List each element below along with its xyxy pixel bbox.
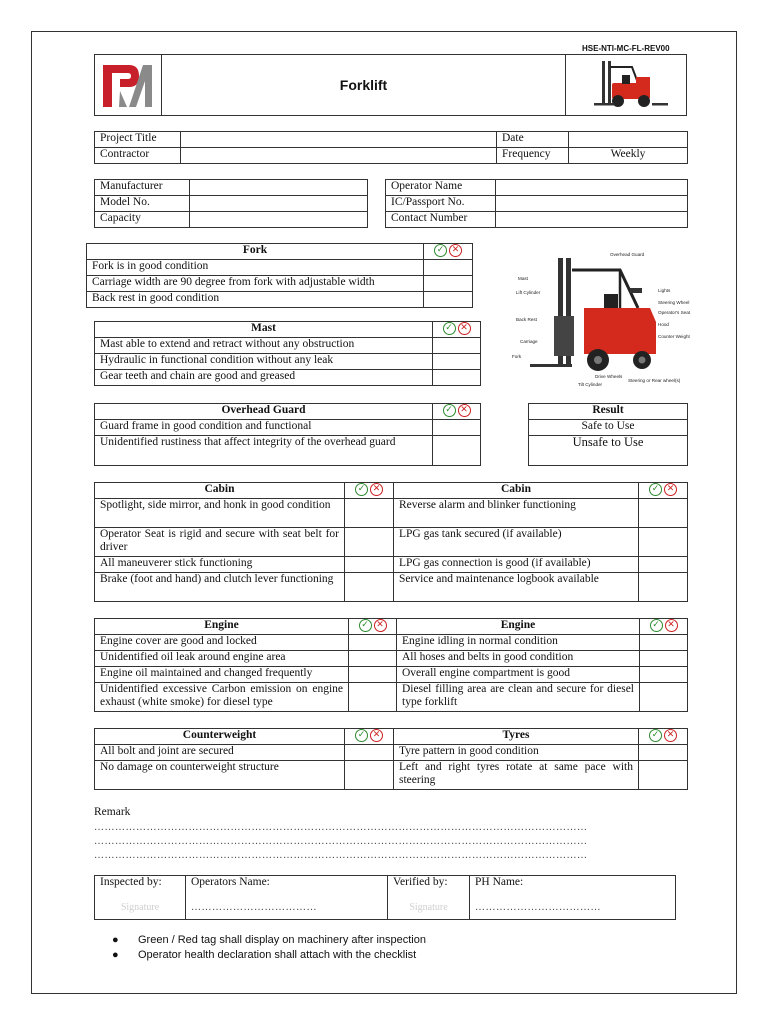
bullet-icon: ● [112, 949, 119, 961]
signature-table [94, 875, 676, 920]
operator-name-label: Operator Name [386, 180, 496, 196]
check-cell[interactable] [433, 420, 481, 436]
check-cell[interactable] [349, 683, 397, 712]
ph-name-label: PH Name: [475, 876, 524, 888]
remark-line[interactable]: …………………………………………………………………………………………………………………………… [94, 850, 588, 861]
signature-placeholder: Signature [409, 902, 448, 913]
checklist-item: Spotlight, side mirror, and honk in good condition [95, 499, 345, 528]
checklist-item: Operator Seat is rigid and secure with seat belt for driver [95, 528, 345, 557]
remark-label: Remark [94, 806, 131, 818]
checklist-item: LPG gas connection is good (if available) [394, 557, 639, 573]
check-cell[interactable] [640, 667, 688, 683]
fork-table [86, 243, 473, 308]
engine-table [94, 618, 688, 712]
mast-title: Mast [95, 322, 433, 338]
checklist-item: Back rest in good condition [87, 292, 424, 308]
ph-name-cell[interactable] [470, 876, 676, 920]
manufacturer-label: Manufacturer [95, 180, 190, 196]
tyres-title: Tyres [394, 729, 639, 745]
result-safe[interactable]: Safe to Use [529, 420, 688, 436]
check-icons [349, 619, 397, 635]
project-title-label: Project Title [95, 132, 181, 148]
ic-label: IC/Passport No. [386, 196, 496, 212]
operator-info-table [385, 179, 688, 228]
check-icons [640, 619, 688, 635]
check-cell[interactable] [349, 667, 397, 683]
diagram-label: Steering or Rear wheel(s) [628, 378, 681, 383]
cabin-table [94, 482, 688, 602]
check-cell[interactable] [639, 761, 688, 790]
checklist-item: Unidentified rustiness that affect integrity of the overhead guard [95, 436, 433, 466]
check-cell[interactable] [433, 436, 481, 466]
checklist-item: Unidentified oil leak around engine area [95, 651, 349, 667]
diagram-label: Overhead Guard [610, 252, 645, 257]
diagram-label: Counter Weight [658, 334, 690, 339]
verified-by-label: Verified by: [393, 876, 448, 888]
check-icon: ✓ [649, 729, 662, 742]
capacity-label: Capacity [95, 212, 190, 228]
contractor-label: Contractor [95, 148, 181, 164]
checklist-item: All hoses and belts in good condition [397, 651, 640, 667]
check-icons [424, 244, 473, 260]
operators-name-cell[interactable] [186, 876, 388, 920]
check-icon: ✓ [650, 619, 663, 632]
checklist-item: Guard frame in good condition and functional [95, 420, 433, 436]
notes-list [112, 934, 426, 964]
check-cell[interactable] [345, 557, 394, 573]
check-cell[interactable] [424, 292, 473, 308]
checklist-item: Engine oil maintained and changed frequently [95, 667, 349, 683]
checklist-item: Reverse alarm and blinker functioning [394, 499, 639, 528]
check-icon: ✓ [355, 483, 368, 496]
diagram-label: Fork [512, 354, 522, 359]
check-cell[interactable] [349, 635, 397, 651]
check-cell[interactable] [345, 499, 394, 528]
diagram-label: Tilt Cylinder [578, 382, 603, 387]
diagram-label: Carriage [520, 339, 538, 344]
checklist-item: No damage on counterweight structure [95, 761, 345, 790]
check-cell[interactable] [433, 370, 481, 386]
checklist-item: Gear teeth and chain are good and greased [95, 370, 433, 386]
checklist-item: Carriage width are 90 degree from fork with adjustable width [87, 276, 424, 292]
check-cell[interactable] [345, 528, 394, 557]
check-icons [433, 404, 481, 420]
check-cell[interactable] [424, 276, 473, 292]
check-icons [639, 483, 688, 499]
inspected-by-label: Inspected by: [100, 876, 162, 888]
operators-name-label: Operators Name: [191, 876, 270, 888]
checklist-item: Mast able to extend and retract without any obstruction [95, 338, 433, 354]
signature-placeholder: Signature [120, 902, 160, 913]
cross-icon: ✕ [664, 729, 677, 742]
checklist-item: Engine cover are good and locked [95, 635, 349, 651]
check-cell[interactable] [639, 557, 688, 573]
check-icon: ✓ [443, 404, 456, 417]
check-cell[interactable] [640, 635, 688, 651]
cross-icon: ✕ [664, 483, 677, 496]
checklist-item: LPG gas tank secured (if available) [394, 528, 639, 557]
fork-title: Fork [87, 244, 424, 260]
overhead-guard-table [94, 403, 481, 466]
header [94, 54, 687, 116]
cross-icon: ✕ [458, 404, 471, 417]
page-title: Forklift [162, 55, 566, 115]
check-icons [345, 729, 394, 745]
manufacturer-field[interactable] [190, 180, 368, 196]
cross-icon: ✕ [458, 322, 471, 335]
diagram-label: Drive Wheels [595, 374, 623, 379]
engine-title: Engine [397, 619, 640, 635]
check-icon: ✓ [355, 729, 368, 742]
diagram-label: Lift Cylinder [516, 290, 541, 295]
ic-field[interactable] [496, 196, 688, 212]
engine-title: Engine [95, 619, 349, 635]
check-cell[interactable] [639, 745, 688, 761]
check-cell[interactable] [639, 499, 688, 528]
checklist-item: Unidentified excessive Carbon emission on engine exhaust (white smoke) for diesel type [95, 683, 349, 712]
check-cell[interactable] [345, 573, 394, 602]
mast-table [94, 321, 481, 386]
cross-icon: ✕ [665, 619, 678, 632]
checklist-item: Overall engine compartment is good [397, 667, 640, 683]
project-info-table [94, 131, 688, 164]
frequency-value: Weekly [569, 148, 688, 164]
name-dotted-line: ……………………………… [475, 902, 601, 913]
checklist-item: Tyre pattern in good condition [394, 745, 639, 761]
date-field[interactable] [569, 132, 688, 148]
contact-label: Contact Number [386, 212, 496, 228]
bullet-icon: ● [112, 934, 119, 946]
checklist-item: All maneuverer stick functioning [95, 557, 345, 573]
check-icon: ✓ [649, 483, 662, 496]
checklist-item: Hydraulic in functional condition without any leak [95, 354, 433, 370]
capacity-field[interactable] [190, 212, 368, 228]
checklist-item: Brake (foot and hand) and clutch lever functioning [95, 573, 345, 602]
operator-name-field[interactable] [496, 180, 688, 196]
result-title: Result [529, 404, 688, 420]
check-cell[interactable] [639, 573, 688, 602]
diagram-label: Operator's Seat [658, 310, 691, 315]
check-cell[interactable] [349, 651, 397, 667]
diagram-label: Lights [658, 288, 671, 293]
check-cell[interactable] [345, 761, 394, 790]
forklift-photo [566, 55, 686, 115]
frequency-label: Frequency [497, 148, 569, 164]
checklist-item: Engine idling in normal condition [397, 635, 640, 651]
check-icon: ✓ [359, 619, 372, 632]
date-label: Date [497, 132, 569, 148]
cabin-title: Cabin [95, 483, 345, 499]
cross-icon: ✕ [370, 729, 383, 742]
checklist-item: Left and right tyres rotate at same pace with steering [394, 761, 639, 790]
check-cell[interactable] [639, 528, 688, 557]
check-icons [639, 729, 688, 745]
remark-line[interactable]: …………………………………………………………………………………………………………………………… [94, 822, 588, 833]
checklist-item: Diesel filling area are clean and secure for diesel type forklift [397, 683, 640, 712]
check-icon: ✓ [434, 244, 447, 257]
diagram-label: Steering Wheel [658, 300, 690, 305]
cross-icon: ✕ [449, 244, 462, 257]
verified-by-cell[interactable] [388, 876, 470, 920]
cabin-title: Cabin [394, 483, 639, 499]
note-item: ● Operator health declaration shall attach with the checklist [112, 949, 417, 961]
checklist-item: Fork is in good condition [87, 260, 424, 276]
model-label: Model No. [95, 196, 190, 212]
contractor-field[interactable] [181, 148, 497, 164]
model-field[interactable] [190, 196, 368, 212]
contact-field[interactable] [496, 212, 688, 228]
check-cell[interactable] [433, 354, 481, 370]
project-title-field[interactable] [181, 132, 497, 148]
diagram-label: Hood [658, 322, 669, 327]
checklist-item: All bolt and joint are secured [95, 745, 345, 761]
name-dotted-line: ……………………………… [191, 902, 317, 913]
inspected-by-cell[interactable] [95, 876, 186, 920]
cross-icon: ✕ [370, 483, 383, 496]
remark-line[interactable]: …………………………………………………………………………………………………………………………… [94, 836, 588, 847]
check-icons [433, 322, 481, 338]
check-cell[interactable] [640, 651, 688, 667]
company-logo [95, 55, 162, 115]
diagram-label: Back Rest [516, 317, 537, 322]
diagram-label: Mast [518, 276, 528, 281]
cross-icon: ✕ [374, 619, 387, 632]
machine-info-table [94, 179, 368, 228]
check-icons [345, 483, 394, 499]
counterweight-title: Counterweight [95, 729, 345, 745]
check-cell[interactable] [433, 338, 481, 354]
result-table [528, 403, 688, 466]
note-item: ● Green / Red tag shall display on machinery after inspection [112, 934, 426, 946]
checklist-item: Service and maintenance logbook available [394, 573, 639, 602]
result-unsafe[interactable]: Unsafe to Use [529, 436, 688, 466]
check-icon: ✓ [443, 322, 456, 335]
forklift-diagram [500, 246, 705, 392]
check-cell[interactable] [640, 683, 688, 712]
check-cell[interactable] [345, 745, 394, 761]
counterweight-tyres-table [94, 728, 688, 790]
overhead-guard-title: Overhead Guard [95, 404, 433, 420]
check-cell[interactable] [424, 260, 473, 276]
document-code: HSE-NTI-MC-FL-REV00 [582, 44, 670, 53]
